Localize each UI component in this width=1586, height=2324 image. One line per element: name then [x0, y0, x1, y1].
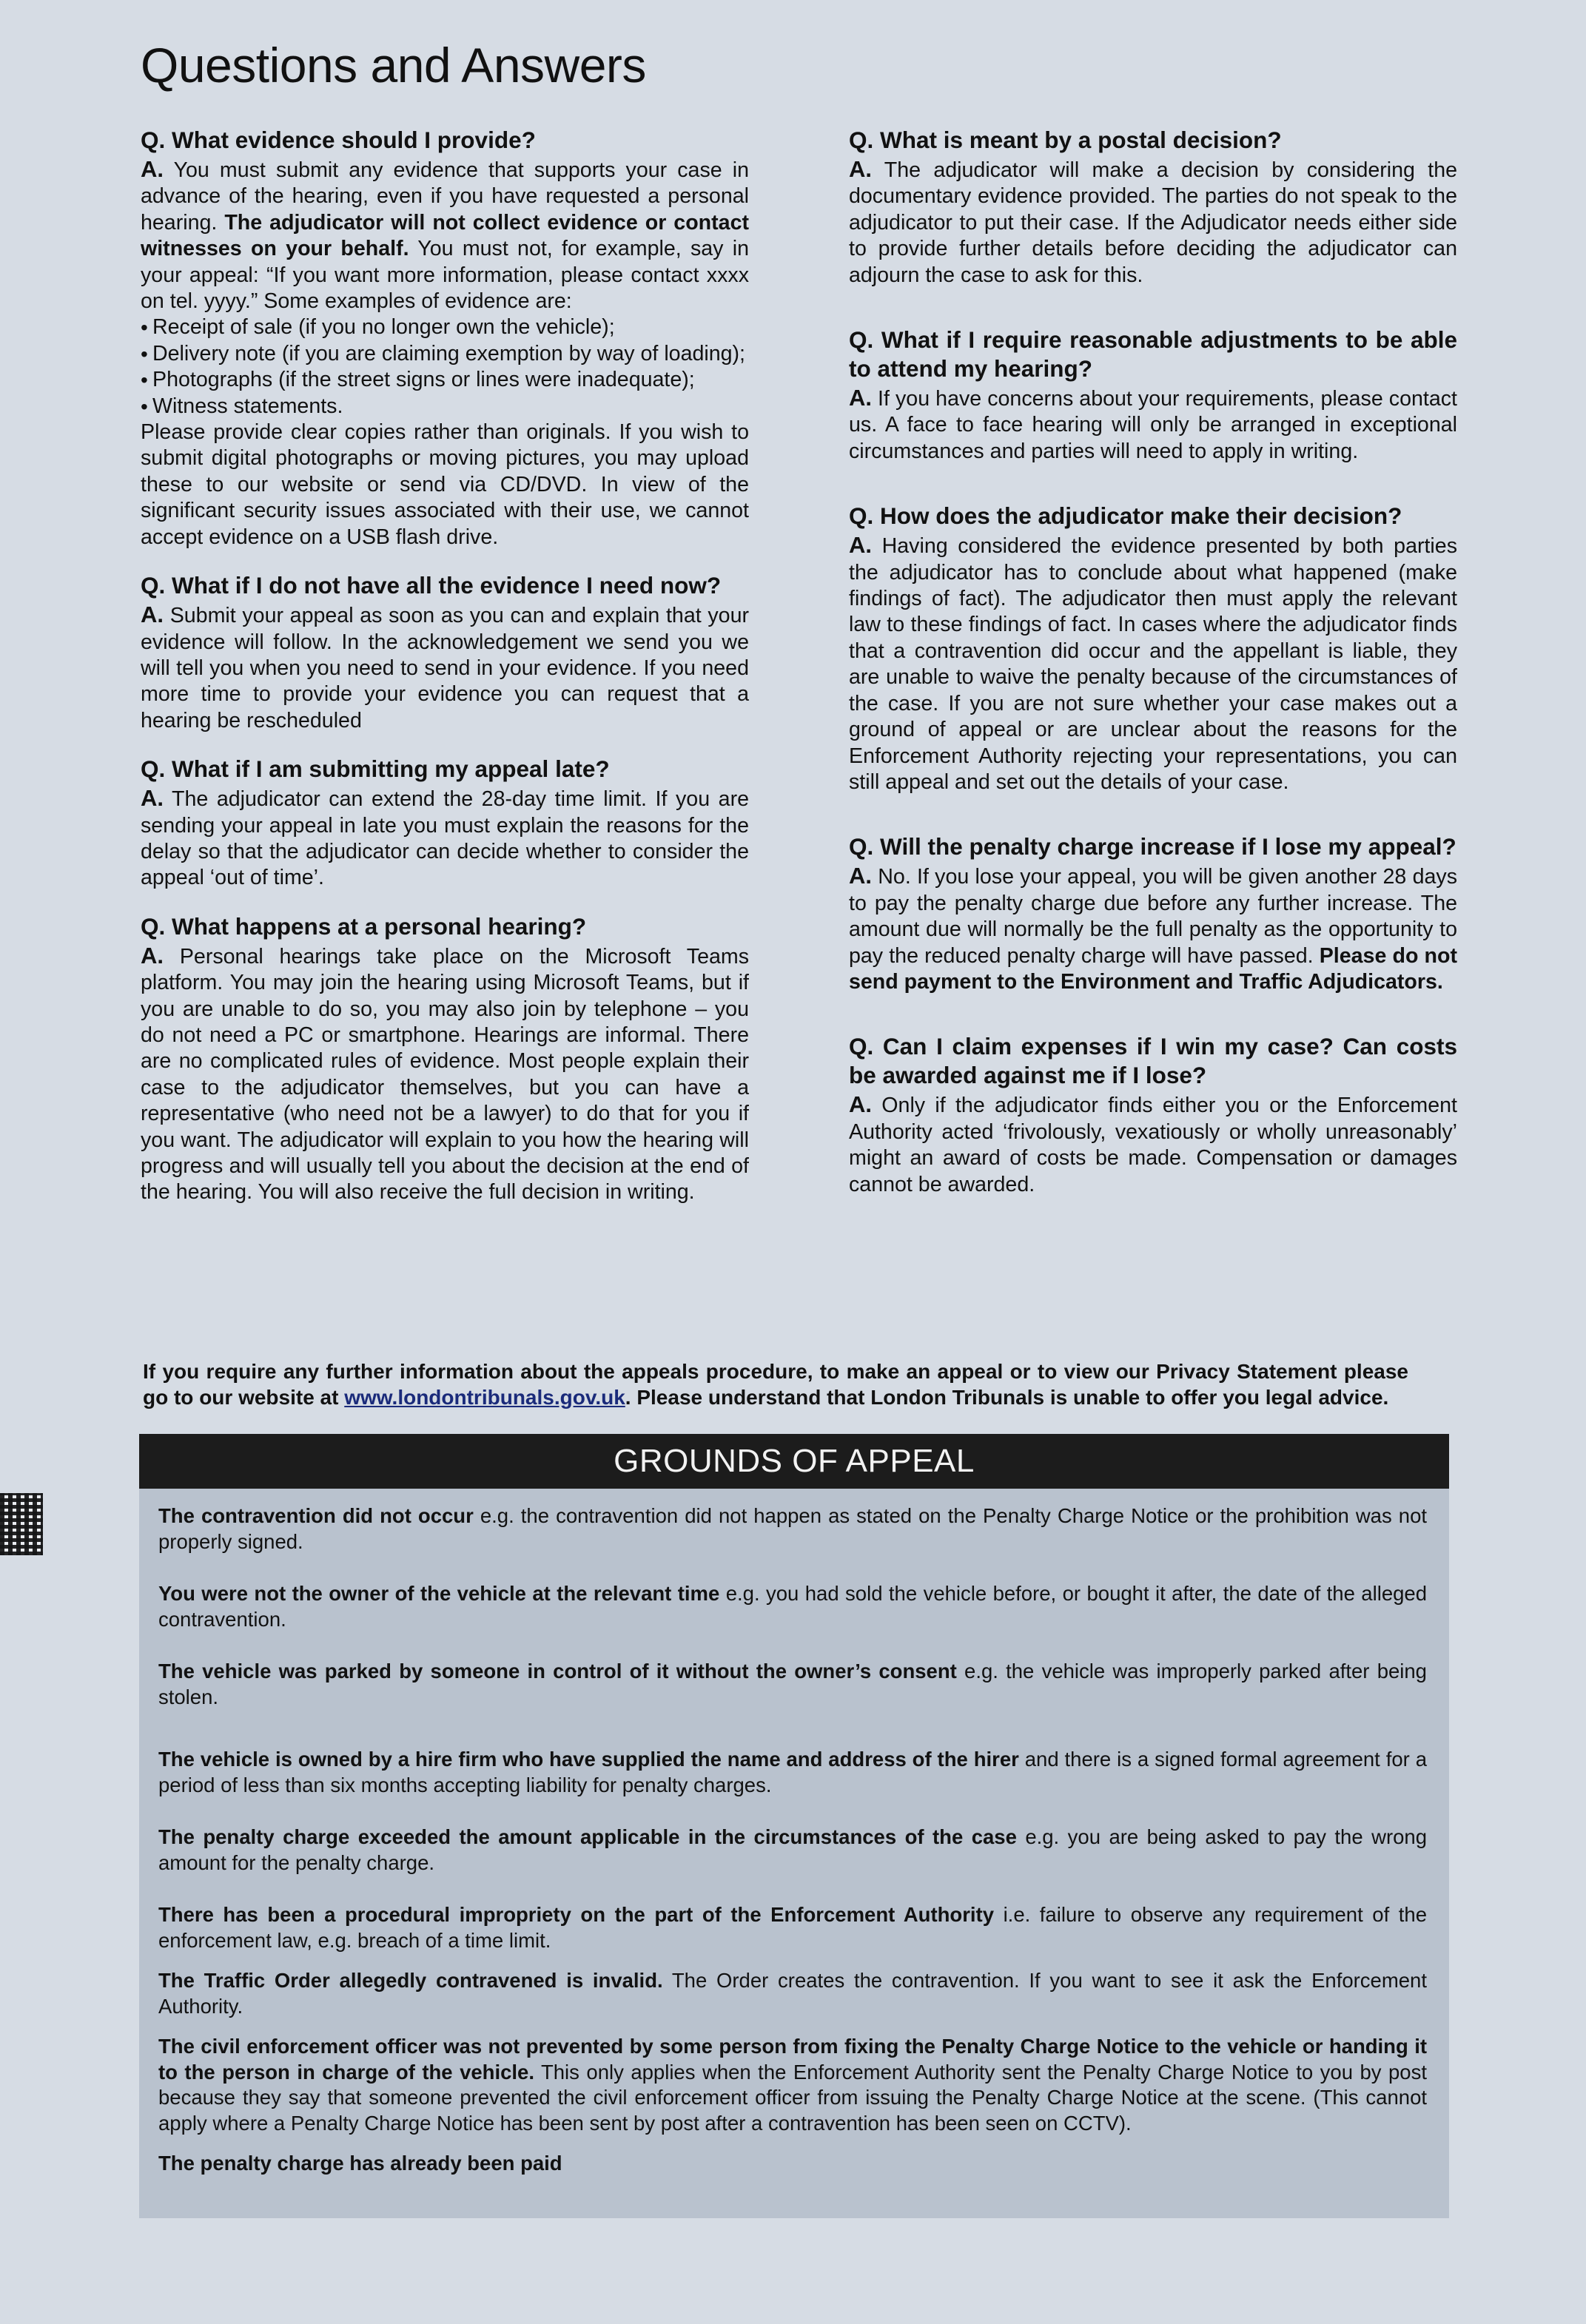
ground-item [158, 2034, 1427, 2136]
ground-title: The vehicle is owned by a hire firm who have supplied the name and address of the hirer [158, 1748, 1019, 1771]
ground-item [158, 1747, 1427, 1798]
answer [849, 156, 1457, 289]
qa-item-expenses-costs [849, 1032, 1457, 1198]
ground-title: You were not the owner of the vehicle at the relevant time [158, 1582, 720, 1605]
answer-label: A. [849, 532, 872, 559]
ground-text: e.g. the contravention did not happen as stated on the Penalty Charge Notice or the prohibition was not properly signed. [158, 1504, 1427, 1553]
ground-item [158, 1825, 1427, 1876]
question: Q. What evidence should I provide? [141, 127, 536, 153]
evidence-list [141, 314, 749, 420]
ground-text: e.g. you are being asked to pay the wrong amount for the penalty charge. [158, 1825, 1427, 1874]
ground-title: The civil enforcement officer was not prevented by some person from fixing the Penalty Charge Notice to the vehicle or handing it to the person in charge of the vehicle. [158, 2035, 1427, 2084]
website-link[interactable]: www.londontribunals.gov.uk [344, 1386, 625, 1409]
ground-item [158, 1581, 1427, 1632]
ground-title: The penalty charge has already been paid [158, 2152, 562, 2175]
grounds-list [139, 1489, 1449, 2177]
answer [141, 602, 749, 734]
list-item: • Witness statements. [141, 394, 749, 420]
question: Q. How does the adjudicator make their decision? [849, 502, 1402, 530]
question: Q. Will the penalty charge increase if I lose my appeal? [849, 833, 1456, 860]
ground-item [158, 1902, 1427, 1953]
answer-text: The adjudicator can extend the 28-day time limit. If you are sending your appeal in late you must explain the reasons for the delay so that the adjudicator can decide whether to consider the appeal ‘out of time’. [141, 787, 749, 890]
ground-title: The vehicle was parked by someone in control of it without the owner’s consent [158, 1660, 957, 1683]
answer-label: A. [141, 785, 164, 812]
further-info-paragraph [143, 1358, 1408, 1410]
ground-item [158, 1503, 1427, 1555]
answer-label: A. [141, 602, 164, 628]
answer-label: A. [141, 942, 164, 969]
ground-title: The Traffic Order allegedly contravened is invalid. [158, 1969, 663, 1992]
answer-bold-text: The adjudicator will not collect evidence or contact witnesses on your behalf. [141, 210, 749, 261]
qa-item-penalty-increase [849, 832, 1457, 995]
answer-text: Submit your appeal as soon as you can and explain that your evidence will follow. In the acknowledgement we send you we will tell you when you need to send in your evidence. If you need more time to provide your evidence you can request that a hearing be rescheduled [141, 604, 749, 732]
info-text: . Please understand that London Tribunals is unable to offer you legal advice. [625, 1386, 1389, 1409]
answer-text: Only if the adjudicator finds either you or the Enforcement Authority acted ‘frivolously, vexatiously or wholly unreasonably’ might an award of costs be made. Compensation or damages cannot be awarded. [849, 1094, 1457, 1196]
qa-item-missing-evidence [141, 571, 749, 734]
answer-text: Having considered the evidence presented by both parties the adjudicator has to conclude about what happened (make findings of fact). The adjudicator then must apply the relevant law to these findings of fact. In cases where the adjudicator finds that a contravention did occur and the appellant is liable, they are unable to waive the penalty because of the circumstances of the case. If you are not sure whether your case makes out a ground of appeal or are unclear about the reasons for the Enforcement Authority rejecting your representations, you can still appeal and set out the details of your case. [849, 534, 1457, 794]
ground-item [158, 2151, 1427, 2177]
qa-item-postal-decision [849, 126, 1457, 289]
ground-text: The Order creates the contravention. If you want to see it ask the Enforcement Authority. [158, 1969, 1427, 2018]
answer-label: A. [141, 156, 164, 182]
list-item: • Photographs (if the street signs or lines were inadequate); [141, 367, 749, 393]
answer-text: If you have concerns about your requirements, please contact us. A face to face hearing will only be arranged in exceptional circumstances and parties will need to apply in writing. [849, 387, 1457, 463]
answer-text: You must submit any evidence that supports your case in advance of the hearing, even if you have requested a personal hearing. [141, 158, 749, 235]
qa-item-adjudicator-decision [849, 502, 1457, 795]
question: Q. What happens at a personal hearing? [141, 912, 587, 940]
question: Q. What if I require reasonable adjustments to be able to attend my hearing? [849, 326, 1457, 383]
answer-text: You must not, for example, say in your appeal: “If you want more information, please contact xxxx on tel. yyyy.” Some examples of evidence are: [141, 237, 749, 314]
answer-text: Personal hearings take place on the Microsoft Teams platform. You may join the hearing using Microsoft Teams, but if you are unable to do so, you may also join by telephone – you do not need a PC or smartphone. Hearings are informal. There are no complicated rules of evidence. Most people explain their case to the adjudicator themselves, but you can have a representative (who need not be a lawyer) to do that for you if you want. The adjudicator will explain to you how the hearing will progress and will usually tell you about the decision at the end of the hearing. You will also receive the full decision in writing. [141, 944, 749, 1205]
list-item: • Receipt of sale (if you no longer own the vehicle); [141, 314, 749, 340]
answer-label: A. [849, 1091, 872, 1118]
qa-item-evidence [141, 126, 749, 550]
answer-label: A. [849, 385, 872, 411]
question: Q. What is meant by a postal decision? [849, 127, 1282, 153]
ground-item [158, 1968, 1427, 2019]
ground-title: The penalty charge exceeded the amount applicable in the circumstances of the case [158, 1825, 1017, 1848]
answer-text: No. If you lose your appeal, you will be given another 28 days to pay the penalty charge due before any further increase. The amount due will normally be the full penalty as the opportunity to pay the reduced penalty charge will have passed. [849, 865, 1457, 968]
ground-title: The contravention did not occur [158, 1504, 474, 1527]
qa-item-personal-hearing [141, 912, 749, 1206]
list-item: • Delivery note (if you are claiming exemption by way of loading); [141, 341, 749, 367]
qa-item-late-appeal [141, 755, 749, 892]
qa-right-column [849, 126, 1457, 1219]
grounds-header: GROUNDS OF APPEAL [139, 1434, 1449, 1489]
answer-text: The adjudicator will make a decision by considering the documentary evidence provided. The parties do not speak to the adjudicator to put their case. If the Adjudicator needs either side to provide further details before deciding the adjudicator can adjourn the case to ask for this. [849, 158, 1457, 287]
ground-text: This only applies when the Enforcement Authority sent the Penalty Charge Notice to you by post because they say that someone prevented the civil enforcement officer from issuing the Penalty Charge Notice at the scene. (This cannot apply where a Penalty Charge Notice has been sent by post after a contravention has been seen on CCTV). [158, 2060, 1427, 2135]
info-text: If you require any further information about the appeals procedure, to make an appeal or to view our Privacy Statement please go to our website at [143, 1360, 1408, 1409]
grounds-of-appeal-box [139, 1434, 1449, 2218]
ground-text: and there is a signed formal agreement for a period of less than six months accepting liability for penalty charges. [158, 1748, 1428, 1796]
ground-item [158, 1659, 1427, 1710]
answer [849, 1091, 1457, 1198]
answer-text: Please provide clear copies rather than originals. If you wish to submit digital photographs or moving pictures, you may upload these to our website or send via CD/DVD. In view of the significant security issues associated with their use, we cannot accept evidence on a USB flash drive. [141, 420, 749, 549]
ground-text: e.g. the vehicle was improperly parked after being stolen. [158, 1660, 1427, 1708]
answer-bold-text: Please do not send payment to the Environment and Traffic Adjudicators. [849, 943, 1457, 994]
qr-code [0, 1493, 43, 1555]
qa-item-reasonable-adjustments [849, 326, 1457, 465]
question: Q. What if I am submitting my appeal late? [141, 755, 610, 783]
answer [849, 863, 1457, 995]
answer [141, 156, 749, 314]
answer-label: A. [849, 156, 872, 182]
answer [141, 943, 749, 1206]
ground-title: There has been a procedural impropriety on the part of the Enforcement Authority [158, 1903, 995, 1926]
answer [141, 785, 749, 892]
page-title: Questions and Answers [141, 38, 646, 92]
ground-text: i.e. failure to observe any requirement of the enforcement law, e.g. breach of a time limit. [158, 1903, 1427, 1952]
question: Q. What if I do not have all the evidence I need now? [141, 572, 722, 599]
qa-left-column [141, 126, 749, 1227]
answer [849, 532, 1457, 795]
ground-text: e.g. you had sold the vehicle before, or bought it after, the date of the alleged contravention. [158, 1582, 1427, 1631]
question: Q. Can I claim expenses if I win my case? Can costs be awarded against me if I lose? [849, 1033, 1457, 1089]
answer-label: A. [849, 863, 872, 889]
answer [849, 385, 1457, 465]
